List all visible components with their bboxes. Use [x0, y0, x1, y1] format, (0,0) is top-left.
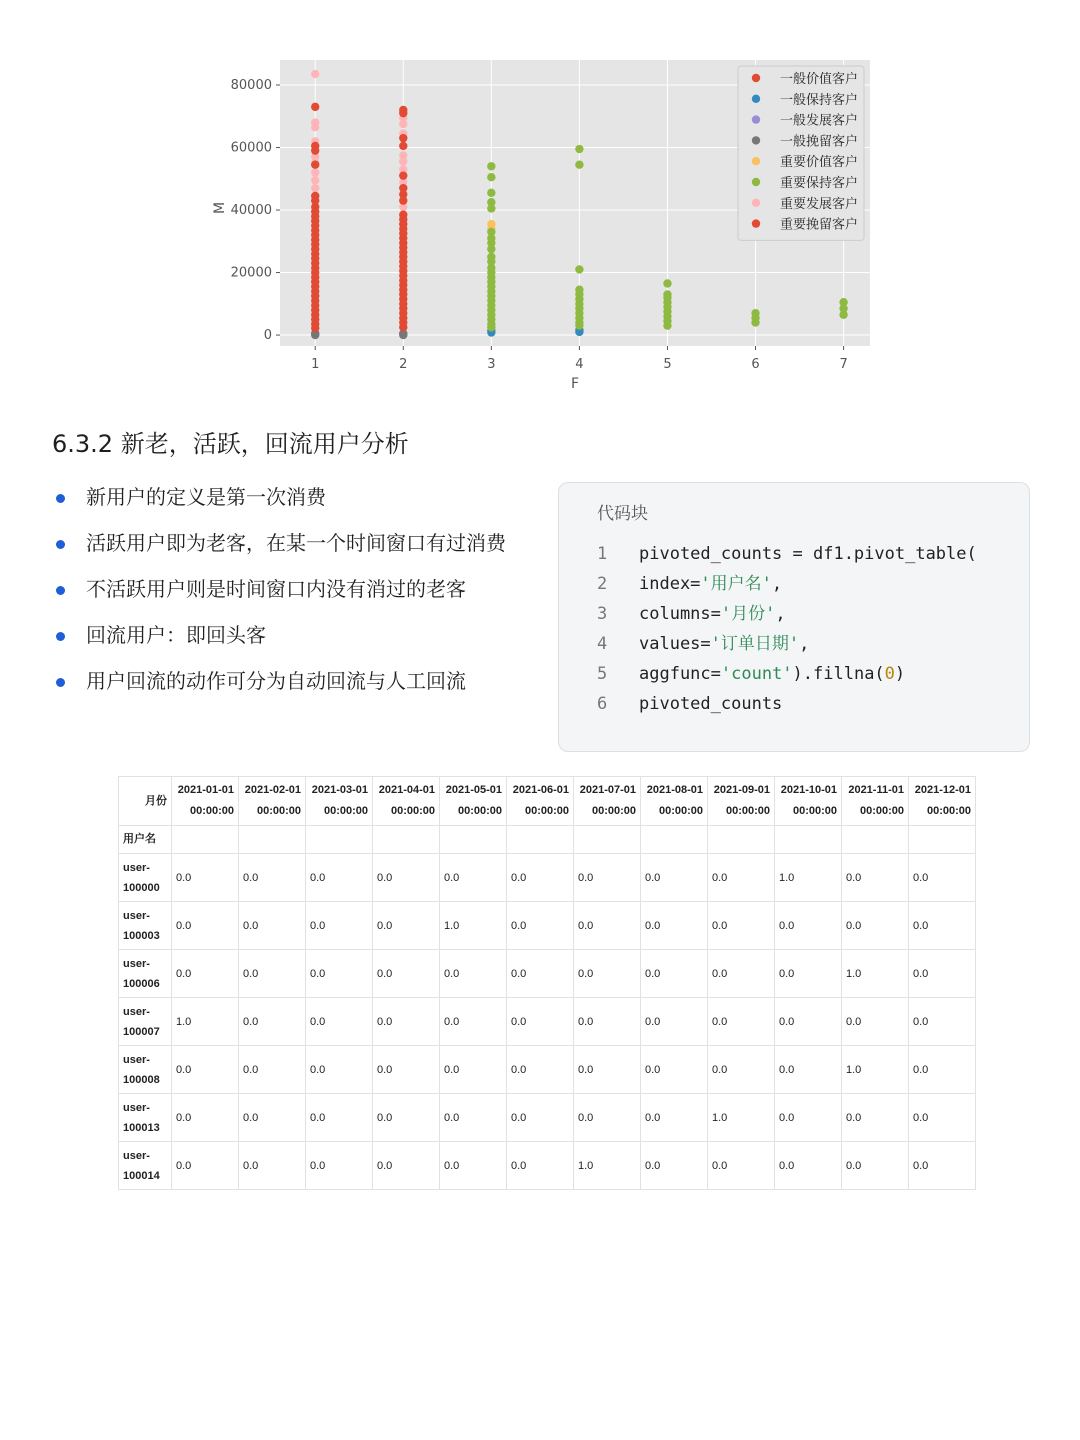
table-cell: 0.0 — [440, 950, 507, 998]
scatter-point — [399, 157, 407, 165]
legend-marker — [752, 199, 760, 207]
table-cell: 0.0 — [373, 902, 440, 950]
table-row — [119, 902, 976, 950]
y-tick-label: 60000 — [230, 140, 272, 156]
column-header — [239, 777, 306, 826]
index-header-empty-cell — [172, 826, 239, 854]
column-header-part: 2021-03-01 — [311, 784, 368, 796]
table-cell: 0.0 — [708, 950, 775, 998]
scatter-point — [839, 311, 847, 319]
column-header-part: 00:00:00 — [323, 805, 368, 817]
column-header-part: 00:00:00 — [658, 805, 703, 817]
column-header — [842, 777, 909, 826]
legend-marker — [752, 74, 760, 82]
table-cell: 1.0 — [775, 854, 842, 902]
code-line-number: 5 — [597, 664, 608, 684]
index-header-empty-cell — [440, 826, 507, 854]
code-line — [597, 599, 977, 629]
table-cell: 0.0 — [172, 902, 239, 950]
x-tick-label: 3 — [487, 357, 496, 372]
code-lines[interactable] — [597, 539, 977, 719]
column-header-part: 2021-10-01 — [780, 784, 837, 796]
table-cell: 0.0 — [306, 1094, 373, 1142]
table-cell: 1.0 — [574, 1142, 641, 1190]
code-token: 0 — [884, 664, 895, 684]
row-index-part: 100014 — [123, 1169, 160, 1182]
code-line — [597, 569, 977, 599]
index-header-empty-cell — [641, 826, 708, 854]
column-header — [909, 777, 976, 826]
bullet-item — [52, 664, 532, 699]
column-header-part: 2021-06-01 — [512, 784, 569, 796]
y-tick-label: 0 — [263, 328, 272, 344]
code-line — [597, 629, 977, 659]
table-cell: 0.0 — [775, 1046, 842, 1094]
bullet-dot-icon — [56, 678, 65, 687]
column-header — [574, 777, 641, 826]
table-header-row — [119, 777, 976, 826]
table-cell: 0.0 — [239, 1142, 306, 1190]
table-cell: 0.0 — [641, 854, 708, 902]
code-line — [597, 689, 977, 719]
table-cell: 0.0 — [507, 1094, 574, 1142]
table-cell: 0.0 — [775, 950, 842, 998]
code-token: '用户名' — [700, 574, 772, 594]
code-token: columns= — [639, 604, 721, 624]
scatter-point — [311, 146, 319, 154]
pivot-table — [118, 776, 976, 1190]
scatter-chart — [200, 50, 880, 395]
row-index-user — [119, 1142, 172, 1190]
table-cell: 1.0 — [440, 902, 507, 950]
index-header-empty-cell — [775, 826, 842, 854]
table-row — [119, 1094, 976, 1142]
table-cell: 0.0 — [909, 902, 976, 950]
table-cell: 0.0 — [507, 902, 574, 950]
table-cell: 0.0 — [909, 1094, 976, 1142]
index-header-empty-cell — [574, 826, 641, 854]
table-cell: 0.0 — [708, 1142, 775, 1190]
table-cell: 0.0 — [641, 950, 708, 998]
table-cell: 0.0 — [373, 1046, 440, 1094]
table-cell: 0.0 — [440, 1046, 507, 1094]
column-header — [306, 777, 373, 826]
column-header-part: 2021-02-01 — [244, 784, 301, 796]
table-cell: 0.0 — [373, 998, 440, 1046]
legend-entry: 重要挽留客户 — [780, 217, 859, 233]
column-header-part: 00:00:00 — [524, 805, 569, 817]
table-cell: 1.0 — [842, 950, 909, 998]
x-tick-label: 4 — [575, 357, 584, 372]
table-cell: 1.0 — [842, 1046, 909, 1094]
table-cell: 0.0 — [842, 902, 909, 950]
column-header-part: 2021-07-01 — [579, 784, 636, 796]
table-cell: 0.0 — [239, 1094, 306, 1142]
table-cell: 1.0 — [172, 998, 239, 1046]
code-token: pivoted_counts — [639, 694, 783, 714]
table-cell: 0.0 — [574, 998, 641, 1046]
scatter-point — [663, 321, 671, 329]
scatter-point — [311, 168, 319, 176]
code-line-number: 3 — [597, 604, 608, 624]
column-header — [440, 777, 507, 826]
scatter-point — [311, 324, 319, 332]
table-row — [119, 1046, 976, 1094]
table-cell: 0.0 — [306, 950, 373, 998]
bullet-item — [52, 480, 532, 515]
code-token: values= — [639, 634, 711, 654]
table-row — [119, 854, 976, 902]
table-cell: 0.0 — [440, 1094, 507, 1142]
code-token: , — [771, 574, 783, 594]
y-tick-label: 20000 — [230, 265, 272, 281]
row-index-user — [119, 950, 172, 998]
table-cell: 0.0 — [775, 1094, 842, 1142]
row-index-part: user- — [123, 1101, 150, 1114]
table-cell: 0.0 — [172, 950, 239, 998]
table-cell: 0.0 — [306, 902, 373, 950]
columns-label: 月份 — [119, 777, 172, 826]
scatter-point — [487, 189, 495, 197]
scatter-point — [311, 161, 319, 169]
code-line — [597, 659, 977, 689]
bullet-dot-icon — [56, 494, 65, 503]
column-header-part: 2021-04-01 — [378, 784, 435, 796]
row-index-part: user- — [123, 1005, 150, 1018]
column-header-part: 2021-01-01 — [177, 784, 234, 796]
table-cell: 0.0 — [708, 854, 775, 902]
table-row — [119, 998, 976, 1046]
bullet-list — [52, 480, 532, 710]
scatter-point — [311, 184, 319, 192]
table-cell: 0.0 — [775, 902, 842, 950]
scatter-point — [663, 279, 671, 287]
row-index-user — [119, 998, 172, 1046]
scatter-point — [399, 323, 407, 331]
table-cell: 0.0 — [239, 902, 306, 950]
row-index-part: 100008 — [123, 1073, 160, 1086]
table-cell: 0.0 — [373, 1142, 440, 1190]
table-cell: 0.0 — [440, 1142, 507, 1190]
bullet-item — [52, 526, 532, 561]
table-cell: 0.0 — [775, 998, 842, 1046]
table-cell: 0.0 — [641, 1094, 708, 1142]
code-token: index= — [639, 574, 701, 594]
table-cell: 0.0 — [574, 902, 641, 950]
scatter-point — [751, 318, 759, 326]
scatter-point — [487, 245, 495, 253]
index-header-empty-cell — [708, 826, 775, 854]
table-cell: 0.0 — [574, 1094, 641, 1142]
table-cell: 0.0 — [909, 854, 976, 902]
table-cell: 0.0 — [842, 998, 909, 1046]
row-index-part: user- — [123, 957, 150, 970]
bullet-dot-icon — [56, 632, 65, 641]
table-cell: 0.0 — [641, 998, 708, 1046]
table-row — [119, 1142, 976, 1190]
y-tick-label: 40000 — [230, 203, 272, 219]
table-cell: 0.0 — [641, 1142, 708, 1190]
column-header — [507, 777, 574, 826]
row-index-part: 100007 — [123, 1025, 160, 1038]
column-header-part: 00:00:00 — [256, 805, 301, 817]
row-index-user — [119, 1094, 172, 1142]
row-index-part: 100000 — [123, 881, 160, 894]
table-cell: 0.0 — [306, 1142, 373, 1190]
row-index-part: user- — [123, 1149, 150, 1162]
index-header-empty-cell — [909, 826, 976, 854]
column-header — [775, 777, 842, 826]
bullet-text: 新用户的定义是第一次消费 — [86, 485, 326, 509]
table-cell: 0.0 — [239, 854, 306, 902]
table-cell: 1.0 — [708, 1094, 775, 1142]
column-header — [373, 777, 440, 826]
code-line-number: 6 — [597, 694, 608, 714]
table-body — [119, 854, 976, 1190]
table-cell: 0.0 — [373, 1094, 440, 1142]
table-cell: 0.0 — [507, 950, 574, 998]
table-cell: 0.0 — [440, 854, 507, 902]
bullet-item — [52, 618, 532, 653]
column-header-part: 00:00:00 — [591, 805, 636, 817]
bullet-item — [52, 572, 532, 607]
legend-marker — [752, 178, 760, 186]
code-token: '订单日期' — [710, 634, 800, 654]
bullet-text: 用户回流的动作可分为自动回流与人工回流 — [86, 669, 466, 693]
table-cell: 0.0 — [172, 854, 239, 902]
table-cell: 0.0 — [708, 902, 775, 950]
scatter-point — [575, 321, 583, 329]
legend-marker — [752, 157, 760, 165]
table-cell: 0.0 — [641, 1046, 708, 1094]
column-header-part: 2021-05-01 — [445, 784, 502, 796]
code-token: ) — [894, 664, 906, 684]
x-tick-label: 7 — [839, 357, 848, 372]
legend-entry: 一般挽留客户 — [780, 134, 859, 150]
column-header — [172, 777, 239, 826]
table-cell: 0.0 — [172, 1046, 239, 1094]
x-tick-label: 5 — [663, 357, 672, 372]
index-header-row — [119, 826, 976, 854]
column-header-part: 00:00:00 — [189, 805, 234, 817]
table-cell: 0.0 — [574, 950, 641, 998]
y-axis-label: M — [212, 201, 228, 215]
row-index-part: user- — [123, 909, 150, 922]
code-token: , — [799, 634, 810, 654]
y-tick-label: 80000 — [230, 78, 272, 94]
code-line-number: 2 — [597, 574, 608, 594]
table-row — [119, 950, 976, 998]
legend-marker — [752, 95, 760, 103]
row-index-part: 100013 — [123, 1121, 160, 1134]
legend-entry: 一般发展客户 — [780, 113, 859, 129]
legend-marker — [752, 219, 760, 227]
row-index-part: user- — [123, 861, 150, 874]
code-block[interactable] — [558, 482, 1030, 752]
table-cell: 0.0 — [507, 1046, 574, 1094]
column-header-part: 00:00:00 — [457, 805, 502, 817]
table-cell: 0.0 — [172, 1094, 239, 1142]
scatter-point — [575, 161, 583, 169]
scatter-point — [399, 120, 407, 128]
code-token: ).fillna( — [792, 664, 885, 684]
table-cell: 0.0 — [909, 950, 976, 998]
index-header-empty-cell — [507, 826, 574, 854]
scatter-point — [575, 265, 583, 273]
column-header-part: 2021-09-01 — [713, 784, 770, 796]
row-index-part: user- — [123, 1053, 150, 1066]
legend-entry: 一般价值客户 — [780, 72, 859, 87]
x-tick-label: 2 — [399, 357, 408, 372]
column-header-part: 00:00:00 — [792, 805, 837, 817]
table-cell: 0.0 — [574, 1046, 641, 1094]
scatter-point — [399, 109, 407, 117]
table-cell: 0.0 — [842, 854, 909, 902]
code-token: aggfunc= — [639, 664, 721, 684]
x-axis-label: F — [570, 376, 580, 392]
row-index-part: 100006 — [123, 977, 160, 990]
scatter-point — [311, 70, 319, 78]
table-cell: 0.0 — [373, 950, 440, 998]
table-cell: 0.0 — [708, 998, 775, 1046]
chart-legend — [738, 66, 864, 240]
table-cell: 0.0 — [306, 1046, 373, 1094]
code-token: pivoted_counts = df1.pivot_table( — [639, 544, 977, 564]
code-token: 'count' — [720, 664, 793, 684]
bullet-dot-icon — [56, 586, 65, 595]
scatter-point — [311, 123, 319, 131]
column-header — [641, 777, 708, 826]
scatter-point — [487, 204, 495, 212]
column-header-part: 00:00:00 — [725, 805, 770, 817]
legend-marker — [752, 136, 760, 144]
table-cell: 0.0 — [306, 998, 373, 1046]
scatter-point — [575, 145, 583, 153]
scatter-point — [399, 142, 407, 150]
column-header-part: 2021-12-01 — [914, 784, 971, 796]
table-cell: 0.0 — [775, 1142, 842, 1190]
table-cell: 0.0 — [373, 854, 440, 902]
scatter-point — [487, 173, 495, 181]
legend-entry: 重要价值客户 — [780, 155, 859, 171]
legend-entry: 重要保持客户 — [780, 176, 859, 191]
table-cell: 0.0 — [909, 1142, 976, 1190]
table-cell: 0.0 — [641, 902, 708, 950]
table-cell: 0.0 — [909, 1046, 976, 1094]
section-heading: 6.3.2 新老，活跃，回流用户分析 — [52, 430, 409, 458]
code-line — [597, 539, 977, 569]
scatter-point — [399, 171, 407, 179]
x-tick-label: 6 — [751, 357, 760, 372]
table-cell: 0.0 — [507, 854, 574, 902]
column-header-part: 00:00:00 — [390, 805, 435, 817]
scatter-point — [311, 103, 319, 111]
scatter-point — [399, 134, 407, 142]
table-cell: 0.0 — [507, 998, 574, 1046]
bullet-text: 活跃用户即为老客，在某一个时间窗口有过消费 — [86, 531, 506, 555]
column-header-part: 2021-08-01 — [646, 784, 703, 796]
scatter-point — [311, 176, 319, 184]
table-cell: 0.0 — [172, 1142, 239, 1190]
table-cell: 0.0 — [708, 1046, 775, 1094]
table-cell: 0.0 — [574, 854, 641, 902]
table-cell: 0.0 — [440, 998, 507, 1046]
code-line-number: 1 — [597, 544, 608, 564]
row-index-user — [119, 1046, 172, 1094]
row-index-part: 100003 — [123, 929, 160, 942]
row-index-user — [119, 902, 172, 950]
column-header-part: 2021-11-01 — [848, 784, 904, 796]
index-header-empty-cell — [306, 826, 373, 854]
x-tick-label: 1 — [311, 357, 320, 372]
scatter-point — [487, 162, 495, 170]
column-header-part: 00:00:00 — [926, 805, 971, 817]
legend-entry: 重要发展客户 — [780, 196, 859, 212]
table-cell: 0.0 — [239, 950, 306, 998]
bullet-dot-icon — [56, 540, 65, 549]
scatter-point — [487, 323, 495, 331]
table-cell: 0.0 — [842, 1094, 909, 1142]
scatter-point — [399, 196, 407, 204]
column-header — [708, 777, 775, 826]
legend-marker — [752, 115, 760, 123]
table-cell: 0.0 — [842, 1142, 909, 1190]
code-line-number: 4 — [597, 634, 608, 654]
table-cell: 0.0 — [306, 854, 373, 902]
bullet-text: 回流用户：即回头客 — [86, 623, 266, 647]
index-header-empty-cell — [239, 826, 306, 854]
code-block-title: 代码块 — [597, 504, 648, 524]
index-label: 用户名 — [119, 826, 172, 854]
code-token: , — [775, 604, 786, 624]
bullet-text: 不活跃用户则是时间窗口内没有消过的老客 — [86, 577, 466, 601]
table-cell: 0.0 — [239, 1046, 306, 1094]
row-index-user — [119, 854, 172, 902]
code-token: '月份' — [720, 604, 776, 624]
legend-entry: 一般保持客户 — [780, 92, 859, 108]
table-cell: 0.0 — [909, 998, 976, 1046]
index-header-empty-cell — [373, 826, 440, 854]
table-cell: 0.0 — [507, 1142, 574, 1190]
table-cell: 0.0 — [239, 998, 306, 1046]
index-header-empty-cell — [842, 826, 909, 854]
column-header-part: 00:00:00 — [859, 805, 904, 817]
